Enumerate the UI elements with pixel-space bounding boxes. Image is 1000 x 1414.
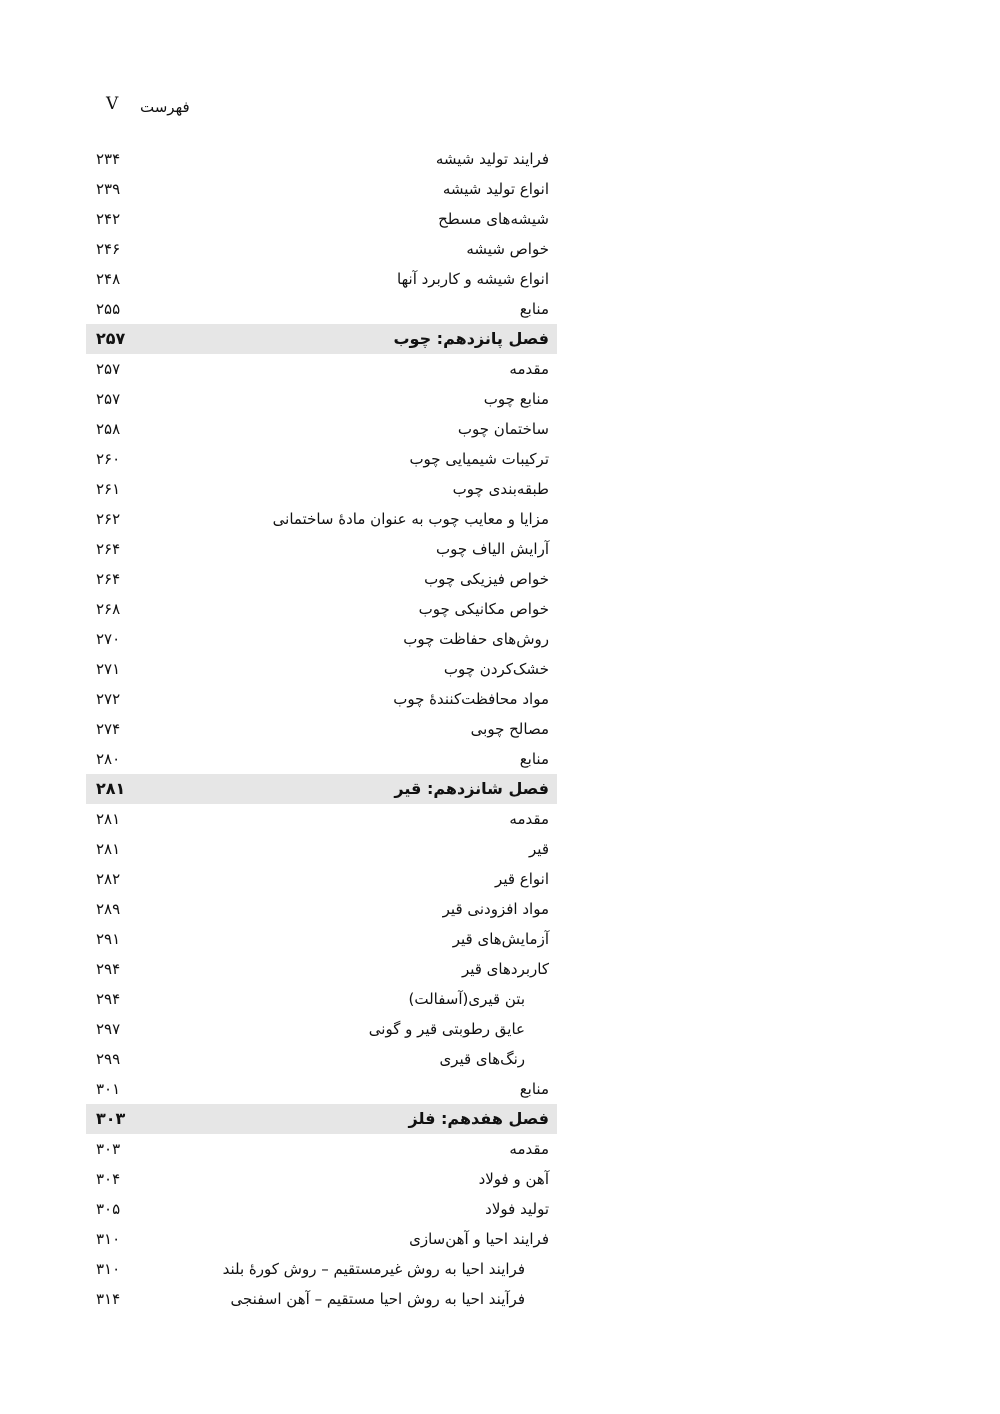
toc-entry-row[interactable] [86,414,557,444]
toc-page-number: ۲۴۸ [96,270,121,288]
toc-page-number: ۳۰۳ [96,1140,121,1158]
toc-entry-title: مصالح چوبی [470,720,549,738]
toc-page-number: ۳۰۳ [96,1109,126,1128]
toc-page-number: ۲۸۹ [96,900,121,918]
toc-entry-title: روش‌های حفاظت چوب [403,630,549,648]
toc-page-number: ۲۹۱ [96,930,121,948]
toc-entry-row[interactable] [86,444,557,474]
toc-entry-title: خواص مکانیکی چوب [418,600,549,618]
toc-subentry-row[interactable] [86,1254,557,1284]
toc-entry-row[interactable] [86,624,557,654]
toc-page-number: ۲۵۸ [96,420,121,438]
toc-entry-title: مزایا و معایب چوب به عنوان مادهٔ ساختمانی [272,510,549,528]
toc-page-number: ۲۶۲ [96,510,121,528]
toc-entry-title: منابع [519,1080,549,1098]
toc-entry-title: مقدمه [509,360,549,378]
toc-subentry-row[interactable] [86,1044,557,1074]
toc-entry-title: فرآیند احیا به روش احیا مستقیم – آهن اسفنجی [230,1290,525,1308]
toc-entry-title: آرایش الیاف چوب [436,540,549,558]
toc-entry-row[interactable] [86,684,557,714]
toc-entry-title: شیشه‌های مسطح [438,210,549,228]
toc-entry-row[interactable] [86,744,557,774]
toc-entry-row[interactable] [86,174,557,204]
toc-entry-row[interactable] [86,1224,557,1254]
toc-page-number: ۲۷۰ [96,630,121,648]
toc-page-number: ۲۶۴ [96,570,121,588]
toc-page-number: ۲۶۴ [96,540,121,558]
toc-page-number: ۲۵۷ [96,360,121,378]
toc-entry-row[interactable] [86,594,557,624]
toc-entry-row[interactable] [86,1074,557,1104]
toc-page-number: ۲۹۷ [96,1020,121,1038]
toc-entry-row[interactable] [86,234,557,264]
toc-entry-title: فرایند تولید شیشه [435,150,549,168]
toc-page-number: ۲۷۱ [96,660,121,678]
toc-entry-title: انواع شیشه و کاربرد آنها [397,270,549,288]
toc-entry-row[interactable] [86,1134,557,1164]
toc-page-number: ۲۳۴ [96,150,121,168]
toc-page-number: ۲۸۰ [96,750,121,768]
toc-entry-title: عایق رطوبتی قیر و گونی [368,1020,525,1038]
toc-entry-row[interactable] [86,504,557,534]
toc-entry-title: خواص فیزیکی چوب [424,570,549,588]
toc-chapter-row[interactable] [86,1104,557,1134]
toc-entry-row[interactable] [86,954,557,984]
toc-page-number: ۲۴۲ [96,210,121,228]
toc-entry-title: خشک‌کردن چوب [443,660,549,678]
table-of-contents [86,144,557,1314]
toc-page-number: ۲۵۷ [96,329,126,348]
toc-entry-title: فصل هفدهم: فلز [408,1109,549,1128]
toc-entry-title: مواد محافظت‌کنندهٔ چوب [393,690,549,708]
toc-entry-row[interactable] [86,474,557,504]
toc-entry-row[interactable] [86,354,557,384]
toc-page-number: ۳۰۱ [96,1080,121,1098]
toc-page-number: ۳۱۴ [96,1290,121,1308]
toc-entry-title: منابع چوب [483,390,549,408]
toc-subentry-row[interactable] [86,1284,557,1314]
toc-page-number: ۲۹۴ [96,960,121,978]
toc-page-number: ۲۸۱ [96,810,121,828]
page-header [106,92,196,122]
toc-entry-title: مقدمه [509,810,549,828]
toc-entry-row[interactable] [86,534,557,564]
toc-entry-title: تولید فولاد [485,1200,549,1218]
toc-page-number: ۲۹۹ [96,1050,121,1068]
toc-entry-row[interactable] [86,924,557,954]
toc-entry-row[interactable] [86,804,557,834]
toc-entry-row[interactable] [86,264,557,294]
toc-subentry-row[interactable] [86,984,557,1014]
toc-entry-title: فصل پانزدهم: چوب [393,329,549,348]
toc-entry-row[interactable] [86,144,557,174]
toc-entry-title: فرایند احیا و آهن‌سازی [409,1230,549,1248]
toc-entry-title: مقدمه [509,1140,549,1158]
toc-entry-title: ساختمان چوب [457,420,549,438]
toc-page-number: ۲۳۹ [96,180,121,198]
toc-entry-title: انواع تولید شیشه [442,180,549,198]
toc-entry-title: ترکیبات شیمیایی چوب [409,450,549,468]
toc-entry-title: آهن و فولاد [478,1170,549,1188]
toc-chapter-row[interactable] [86,324,557,354]
toc-entry-title: بتن قیری(آسفالت) [408,990,525,1008]
toc-page-number: ۲۶۱ [96,480,121,498]
toc-page-number: ۳۰۵ [96,1200,121,1218]
toc-page-number: ۲۵۷ [96,390,121,408]
toc-entry-row[interactable] [86,714,557,744]
toc-entry-title: فرایند احیا به روش غیرمستقیم – روش کورهٔ بلند [222,1260,525,1278]
toc-page-number: ۲۶۰ [96,450,121,468]
page-number: V [106,94,119,114]
toc-entry-title: انواع قیر [495,870,549,888]
toc-entry-row[interactable] [86,1194,557,1224]
toc-page-number: ۲۷۴ [96,720,121,738]
toc-page-number: ۳۱۰ [96,1230,121,1248]
toc-page-number: ۲۴۶ [96,240,121,258]
toc-entry-title: مواد افزودنی قیر [442,900,549,918]
toc-entry-title: قیر [529,840,549,858]
toc-page-number: ۲۸۲ [96,870,121,888]
toc-page-number: ۲۸۱ [96,840,121,858]
toc-page-number: ۳۱۰ [96,1260,121,1278]
toc-entry-title: کاربردهای قیر [461,960,549,978]
toc-page-number: ۲۶۸ [96,600,121,618]
toc-page-number: ۲۷۲ [96,690,121,708]
toc-entry-row[interactable] [86,564,557,594]
toc-page-number: ۲۸۱ [96,779,126,798]
toc-entry-row[interactable] [86,654,557,684]
running-title: فهرست [140,98,190,116]
toc-page-number: ۲۹۴ [96,990,121,1008]
toc-entry-row[interactable] [86,1164,557,1194]
toc-entry-title: رنگ‌های قیری [439,1050,525,1068]
toc-entry-title: منابع [519,300,549,318]
toc-entry-row[interactable] [86,294,557,324]
toc-entry-title: خواص شیشه [466,240,549,258]
toc-entry-title: فصل شانزدهم: قیر [394,779,549,798]
toc-entry-title: آزمایش‌های قیر [452,930,549,948]
toc-entry-row[interactable] [86,204,557,234]
toc-page-number: ۲۵۵ [96,300,121,318]
toc-entry-row[interactable] [86,384,557,414]
toc-chapter-row[interactable] [86,774,557,804]
toc-page-number: ۳۰۴ [96,1170,121,1188]
toc-entry-row[interactable] [86,834,557,864]
toc-entry-row[interactable] [86,894,557,924]
toc-subentry-row[interactable] [86,1014,557,1044]
toc-entry-title: طبقه‌بندی چوب [452,480,549,498]
toc-entry-row[interactable] [86,864,557,894]
toc-entry-title: منابع [519,750,549,768]
